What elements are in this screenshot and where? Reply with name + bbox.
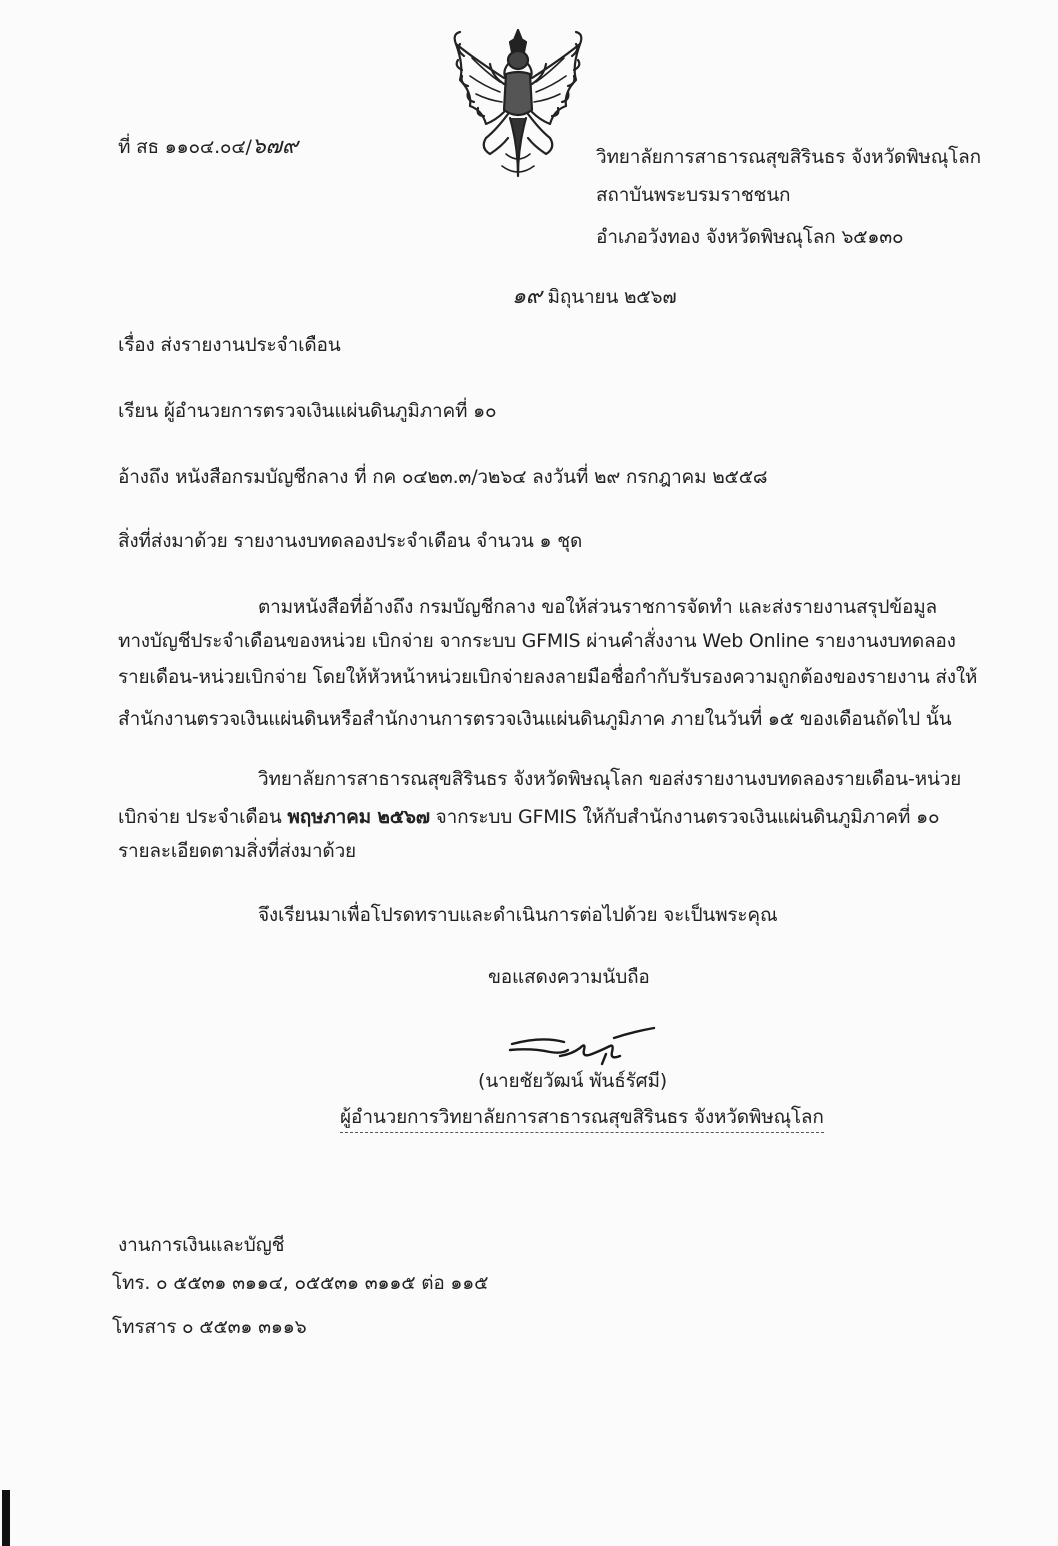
salutation-line: เรียน ผู้อำนวยการตรวจเงินแผ่นดินภูมิภาคที่ ๑๐ xyxy=(118,400,497,422)
document-number xyxy=(118,134,298,160)
paragraph-1-line-3: รายเดือน-หน่วยเบิกจ่าย โดยให้หัวหน้าหน่วยเบิกจ่ายลงลายมือชื่อกำกับรับรองความถูกต้องของรายงาน ส่งให้ xyxy=(118,666,978,688)
paragraph-2-line-2-end: จากระบบ GFMIS ให้กับสำนักงานตรวจเงินแผ่นดินภูมิภาคที่ ๑๐ xyxy=(429,806,940,828)
paragraph-1-line-4: สำนักงานตรวจเงินแผ่นดินหรือสำนักงานการตรวจเงินแผ่นดินภูมิภาค ภายในวันที่ ๑๕ ของเดือนถัดไป นั้น xyxy=(118,708,952,730)
document-number-handwritten: ๖๗๙ xyxy=(251,134,298,159)
date-day-handwritten: ๑๙ xyxy=(512,284,542,309)
sender-address-line-1: วิทยาลัยการสาธารณสุขสิรินธร จังหวัดพิษณุโลก xyxy=(596,146,981,168)
paragraph-2-line-2-start: เบิกจ่าย ประจำเดือน xyxy=(118,806,288,828)
paragraph-2-line-3: รายละเอียดตามสิ่งที่ส่งมาด้วย xyxy=(118,840,356,862)
subject-line: เรื่อง ส่งรายงานประจำเดือน xyxy=(118,334,341,356)
paragraph-1-line-1: ตามหนังสือที่อ้างถึง กรมบัญชีกลาง ขอให้ส่วนราชการจัดทำ และส่งรายงานสรุปข้อมูล xyxy=(258,596,937,618)
signer-title: ผู้อำนวยการวิทยาลัยการสาธารณสุขสิรินธร จังหวัดพิษณุโลก xyxy=(340,1104,824,1133)
reference-line: อ้างถึง หนังสือกรมบัญชีกลาง ที่ กค ๐๔๒๓.๓/ว๒๖๔ ลงวันที่ ๒๙ กรกฎาคม ๒๕๕๘ xyxy=(118,466,768,488)
footer-fax: โทรสาร ๐ ๕๕๓๑ ๓๑๑๖ xyxy=(112,1316,307,1338)
enclosure-line: สิ่งที่ส่งมาด้วย รายงานงบทดลองประจำเดือน จำนวน ๑ ชุด xyxy=(118,530,583,552)
closing-line: จึงเรียนมาเพื่อโปรดทราบและดำเนินการต่อไปด้วย จะเป็นพระคุณ xyxy=(258,904,778,926)
garuda-emblem-icon xyxy=(446,26,590,180)
signer-name: (นายชัยวัฒน์ พันธ์รัศมี) xyxy=(478,1070,668,1092)
paragraph-2-line-2 xyxy=(118,804,939,830)
scan-edge-shadow xyxy=(2,1490,10,1546)
footer-phone: โทร. ๐ ๕๕๓๑ ๓๑๑๔, ๐๕๕๓๑ ๓๑๑๕ ต่อ ๑๑๕ xyxy=(112,1272,489,1294)
paragraph-1-line-2: ทางบัญชีประจำเดือนของหน่วย เบิกจ่าย จากระบบ GFMIS ผ่านคำสั่งงาน Web Online รายงานงบทดลอง xyxy=(118,630,956,652)
paragraph-2-line-1: วิทยาลัยการสาธารณสุขสิรินธร จังหวัดพิษณุโลก ขอส่งรายงานงบทดลองรายเดือน-หน่วย xyxy=(258,768,962,790)
document-number-prefix: ที่ สธ ๑๑๐๔.๐๔/ xyxy=(118,136,252,158)
date-month-year: มิถุนายน ๒๕๖๗ xyxy=(547,286,677,308)
footer-department: งานการเงินและบัญชี xyxy=(118,1234,285,1256)
reporting-month: พฤษภาคม ๒๕๖๗ xyxy=(287,806,430,828)
letter-date xyxy=(512,284,676,310)
sender-address-line-2: สถาบันพระบรมราชชนก xyxy=(596,184,791,206)
regards-line: ขอแสดงความนับถือ xyxy=(488,966,650,988)
sender-address-line-3: อำเภอวังทอง จังหวัดพิษณุโลก ๖๕๑๓๐ xyxy=(596,226,904,248)
signature-image xyxy=(502,1020,664,1070)
